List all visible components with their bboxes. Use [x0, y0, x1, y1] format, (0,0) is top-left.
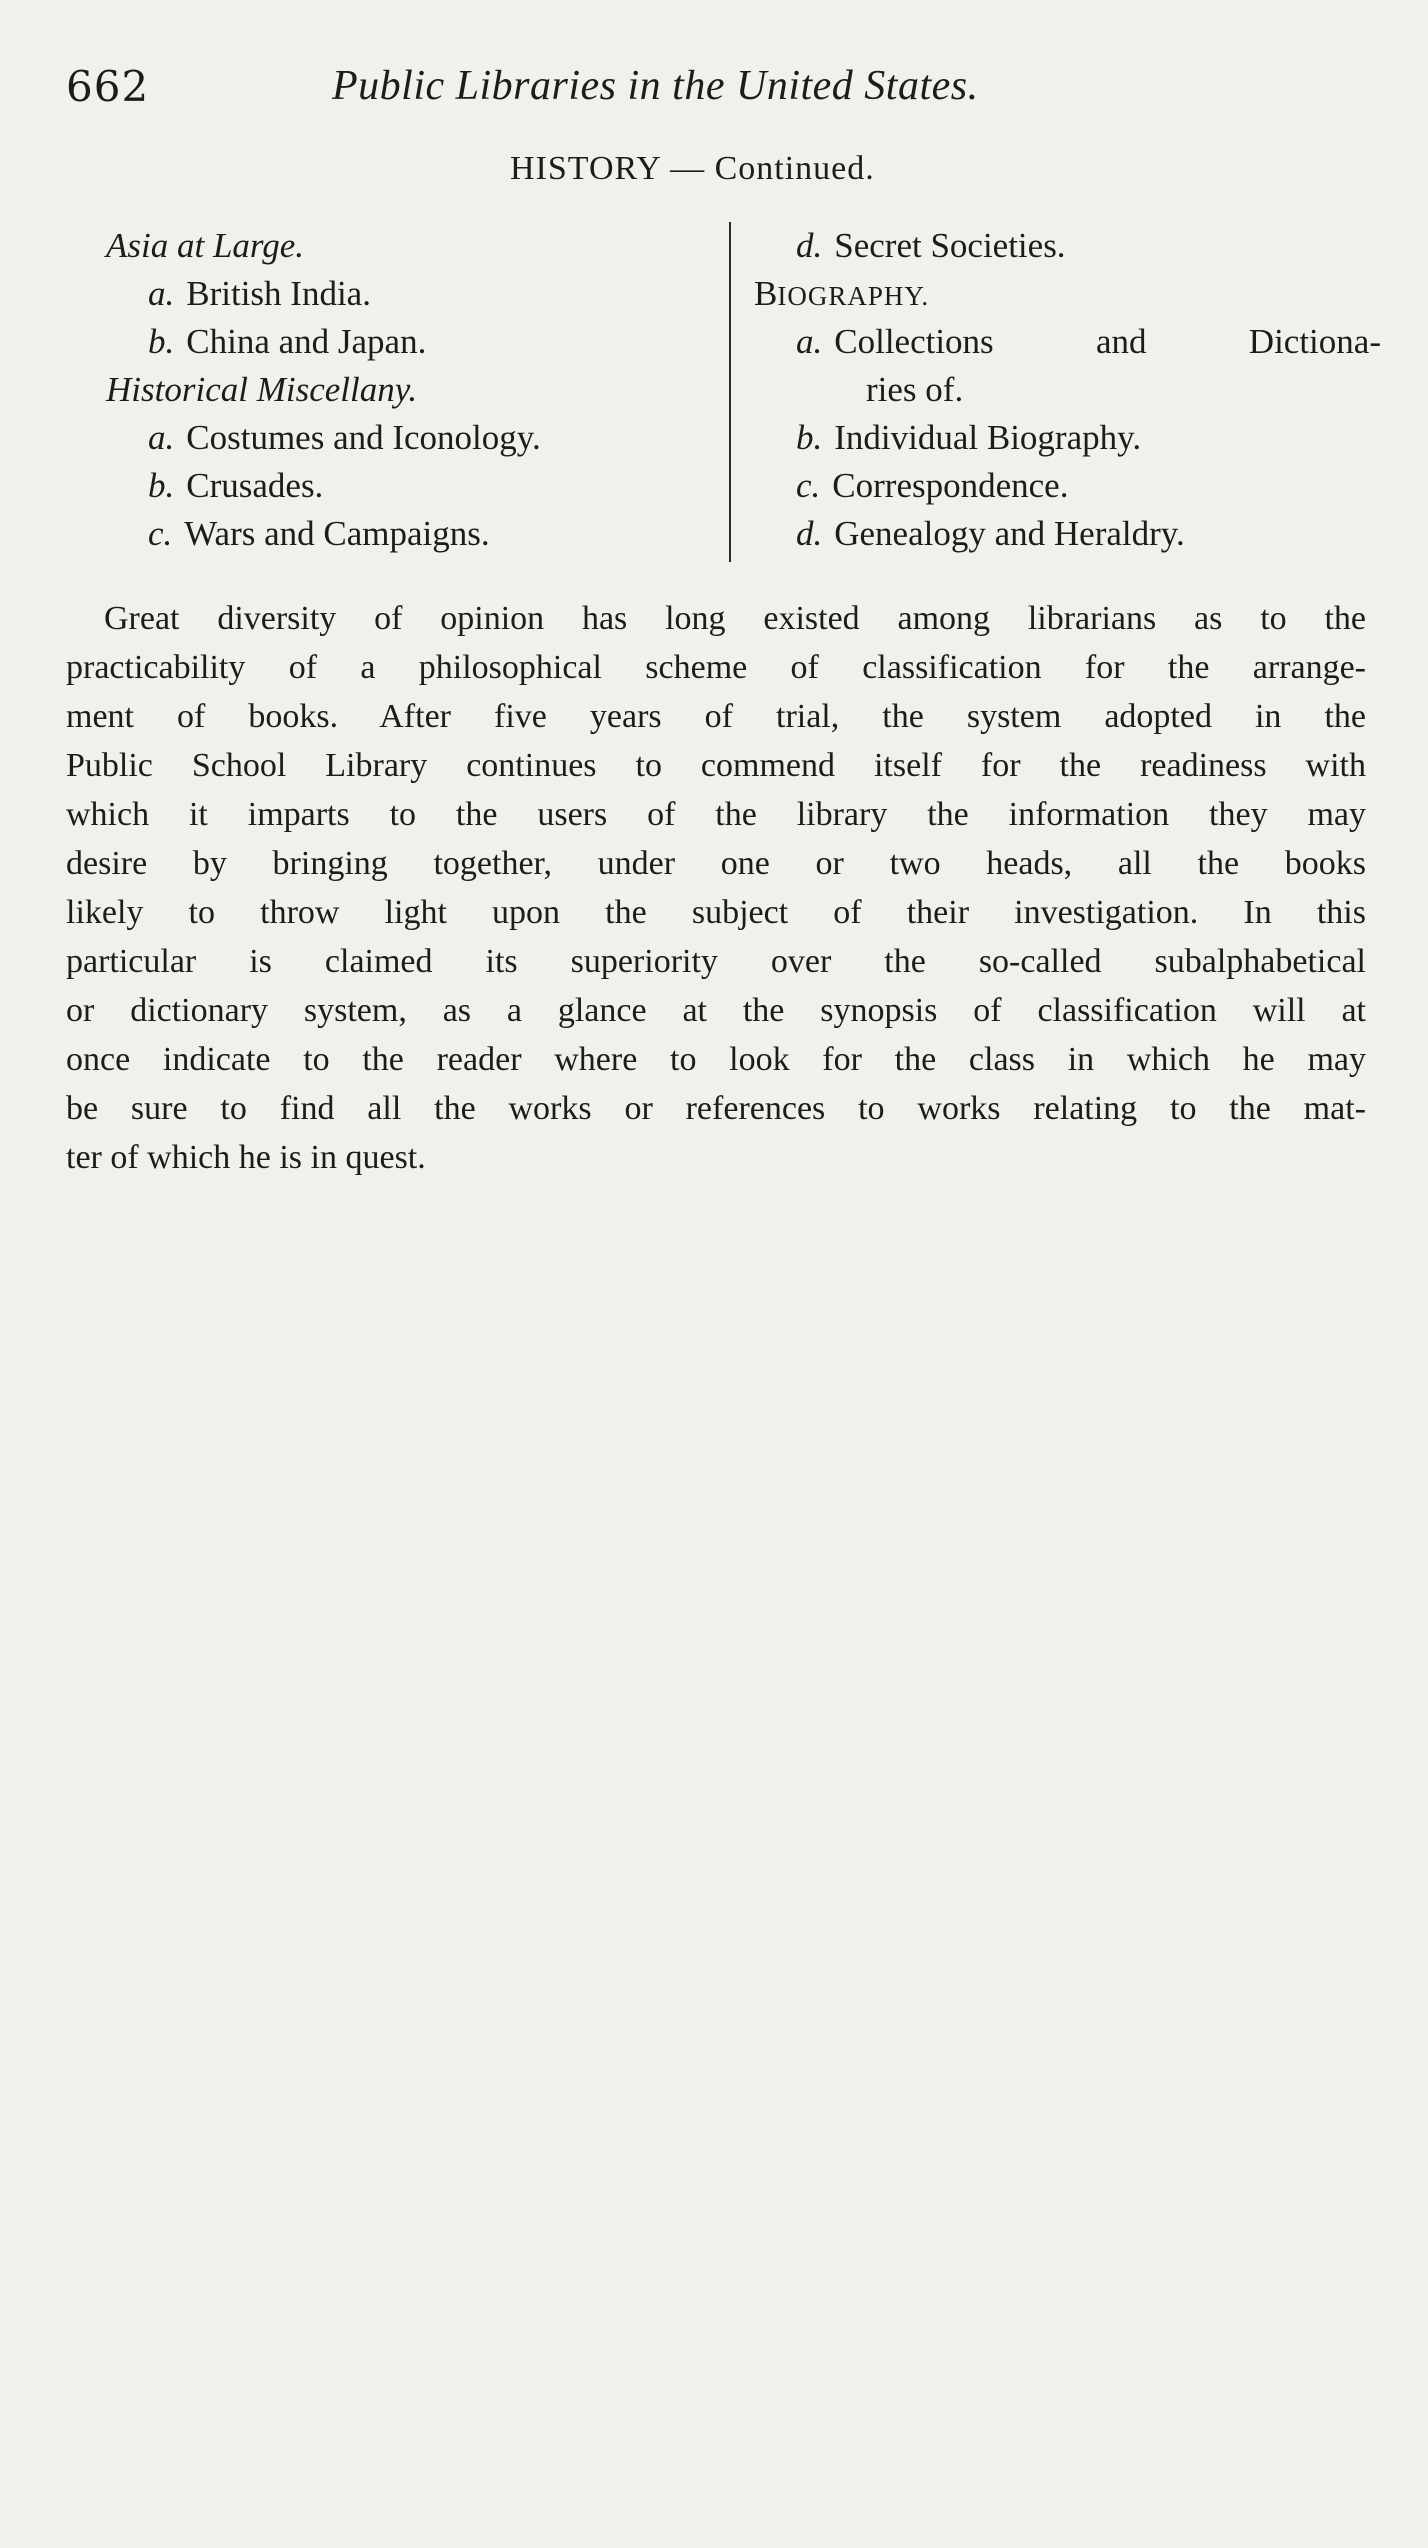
item-letter: a.	[148, 274, 175, 313]
paragraph-line: ter of which he is in quest.	[66, 1139, 426, 1176]
item-text: Genealogy and Heraldry.	[834, 514, 1185, 553]
left-column	[106, 222, 706, 558]
category-heading-biography	[754, 270, 1404, 318]
item-letter: b.	[796, 418, 823, 457]
item-first-part	[796, 318, 994, 366]
classification-columns	[66, 222, 1386, 582]
item-letter: b.	[148, 322, 175, 361]
item-text: Wars and Campaigns.	[184, 514, 490, 553]
item-text: ries of.	[866, 370, 964, 409]
paragraph-line: once indicate to the reader where to look for the class in which he may	[66, 1041, 1366, 1078]
page-number: 662	[66, 62, 150, 111]
paragraph-line: practicability of a philosophical scheme of classification for the arrange-	[66, 649, 1366, 686]
item-word: Dictiona-	[1248, 322, 1381, 361]
subcategory-item	[106, 414, 706, 462]
paragraph-line: ment of books. After five years of trial, the system adopted in the	[66, 698, 1366, 735]
item-letter: a.	[796, 322, 823, 361]
body-paragraph	[66, 594, 1366, 1182]
paragraph-line: likely to throw light upon the subject of their investigation. In this	[66, 894, 1366, 931]
running-title: Public Libraries in the United States.	[332, 63, 979, 109]
item-letter: b.	[148, 466, 175, 505]
subcategory-item	[106, 510, 706, 558]
subcategory-item	[106, 318, 706, 366]
subcategory-item	[754, 414, 1404, 462]
item-letter: d.	[796, 514, 823, 553]
paragraph-line: which it imparts to the users of the library the information they may	[66, 796, 1366, 833]
subcategory-item	[754, 510, 1404, 558]
heading-initial: B	[754, 274, 778, 313]
column-divider	[729, 222, 731, 562]
running-head	[66, 62, 1136, 122]
category-heading-text: Asia at Large.	[106, 226, 305, 265]
category-heading	[106, 366, 706, 414]
item-text: Individual Biography.	[834, 418, 1142, 457]
category-heading	[106, 222, 706, 270]
subcategory-item-continuation	[754, 366, 1404, 414]
paragraph-line: or dictionary system, as a glance at the synopsis of classification will at	[66, 992, 1366, 1029]
item-word: Collections	[834, 322, 994, 361]
item-letter: d.	[796, 226, 823, 265]
item-text: China and Japan.	[186, 322, 427, 361]
item-letter: c.	[796, 466, 821, 505]
subcategory-item	[754, 222, 1404, 270]
paragraph-line: desire by bringing together, under one or two heads, all the books	[66, 845, 1366, 882]
paragraph-line: particular is claimed its superiority over the so-called subalphabetical	[66, 943, 1366, 980]
item-letter: c.	[148, 514, 173, 553]
item-text: Correspondence.	[832, 466, 1069, 505]
paragraph-line: Public School Library continues to commend itself for the readiness with	[66, 747, 1366, 784]
paragraph-line: be sure to find all the works or references to works relating to the mat-	[66, 1090, 1366, 1127]
item-letter: a.	[148, 418, 175, 457]
item-text: British India.	[186, 274, 371, 313]
category-heading-text: Historical Miscellany.	[106, 370, 418, 409]
right-column	[754, 222, 1404, 558]
paragraph-line: Great diversity of opinion has long existed among librarians as to the	[104, 600, 1366, 637]
subcategory-item	[754, 462, 1404, 510]
item-word: and	[1095, 322, 1147, 361]
item-text: Costumes and Iconology.	[186, 418, 541, 457]
subcategory-item	[106, 270, 706, 318]
item-text: Secret Societies.	[834, 226, 1066, 265]
subcategory-item	[754, 318, 1381, 366]
item-text: Crusades.	[186, 466, 324, 505]
section-heading: HISTORY — Continued.	[510, 150, 875, 187]
subcategory-item	[106, 462, 706, 510]
heading-rest: IOGRAPHY.	[777, 281, 930, 311]
